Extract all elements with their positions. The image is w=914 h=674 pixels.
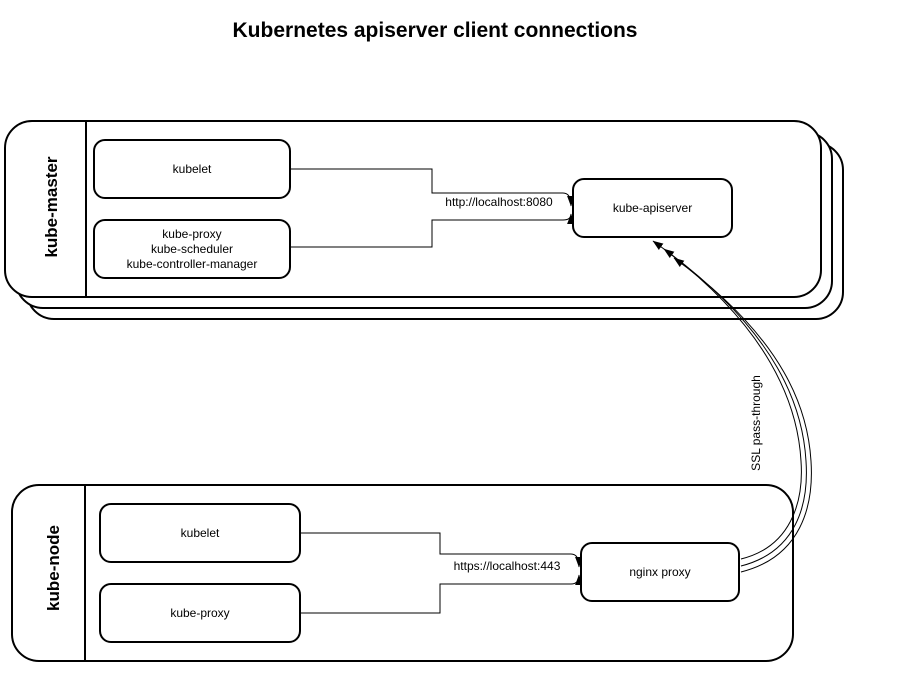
kube-node-label: kube-node <box>44 525 63 611</box>
kube-master-label: kube-master <box>42 156 61 258</box>
nginx-proxy-label: nginx proxy <box>629 565 691 579</box>
kube-apiserver-label: kube-apiserver <box>612 201 693 215</box>
master-components-line-2: kube-scheduler <box>150 241 234 256</box>
master-components-line-1: kube-proxy <box>162 226 222 241</box>
master-components-box <box>93 219 291 279</box>
node-kube-proxy-box <box>99 583 301 643</box>
node-kube-proxy-label: kube-proxy <box>170 606 230 620</box>
ssl-passthrough-label: SSL pass-through <box>749 375 763 471</box>
master-kubelet-label: kubelet <box>172 162 212 176</box>
nginx-proxy-box <box>580 542 740 602</box>
master-components-line-3: kube-controller-manager <box>126 256 258 271</box>
edge-master-components-to-apiserver <box>291 214 571 247</box>
http-edge-label: http://localhost:8080 <box>445 195 553 209</box>
edge-ssl-passthrough-2 <box>664 249 806 566</box>
diagram-title: Kubernetes apiserver client connections <box>232 19 638 42</box>
edge-ssl-passthrough-1 <box>653 241 801 559</box>
master-kubelet-box <box>93 139 291 199</box>
edge-node-kubeproxy-to-nginx <box>301 575 579 613</box>
kube-apiserver-box <box>572 178 733 238</box>
https-edge-label: https://localhost:443 <box>453 559 561 573</box>
edge-ssl-passthrough-3 <box>674 258 811 572</box>
node-kubelet-label: kubelet <box>180 526 220 540</box>
node-kubelet-box <box>99 503 301 563</box>
